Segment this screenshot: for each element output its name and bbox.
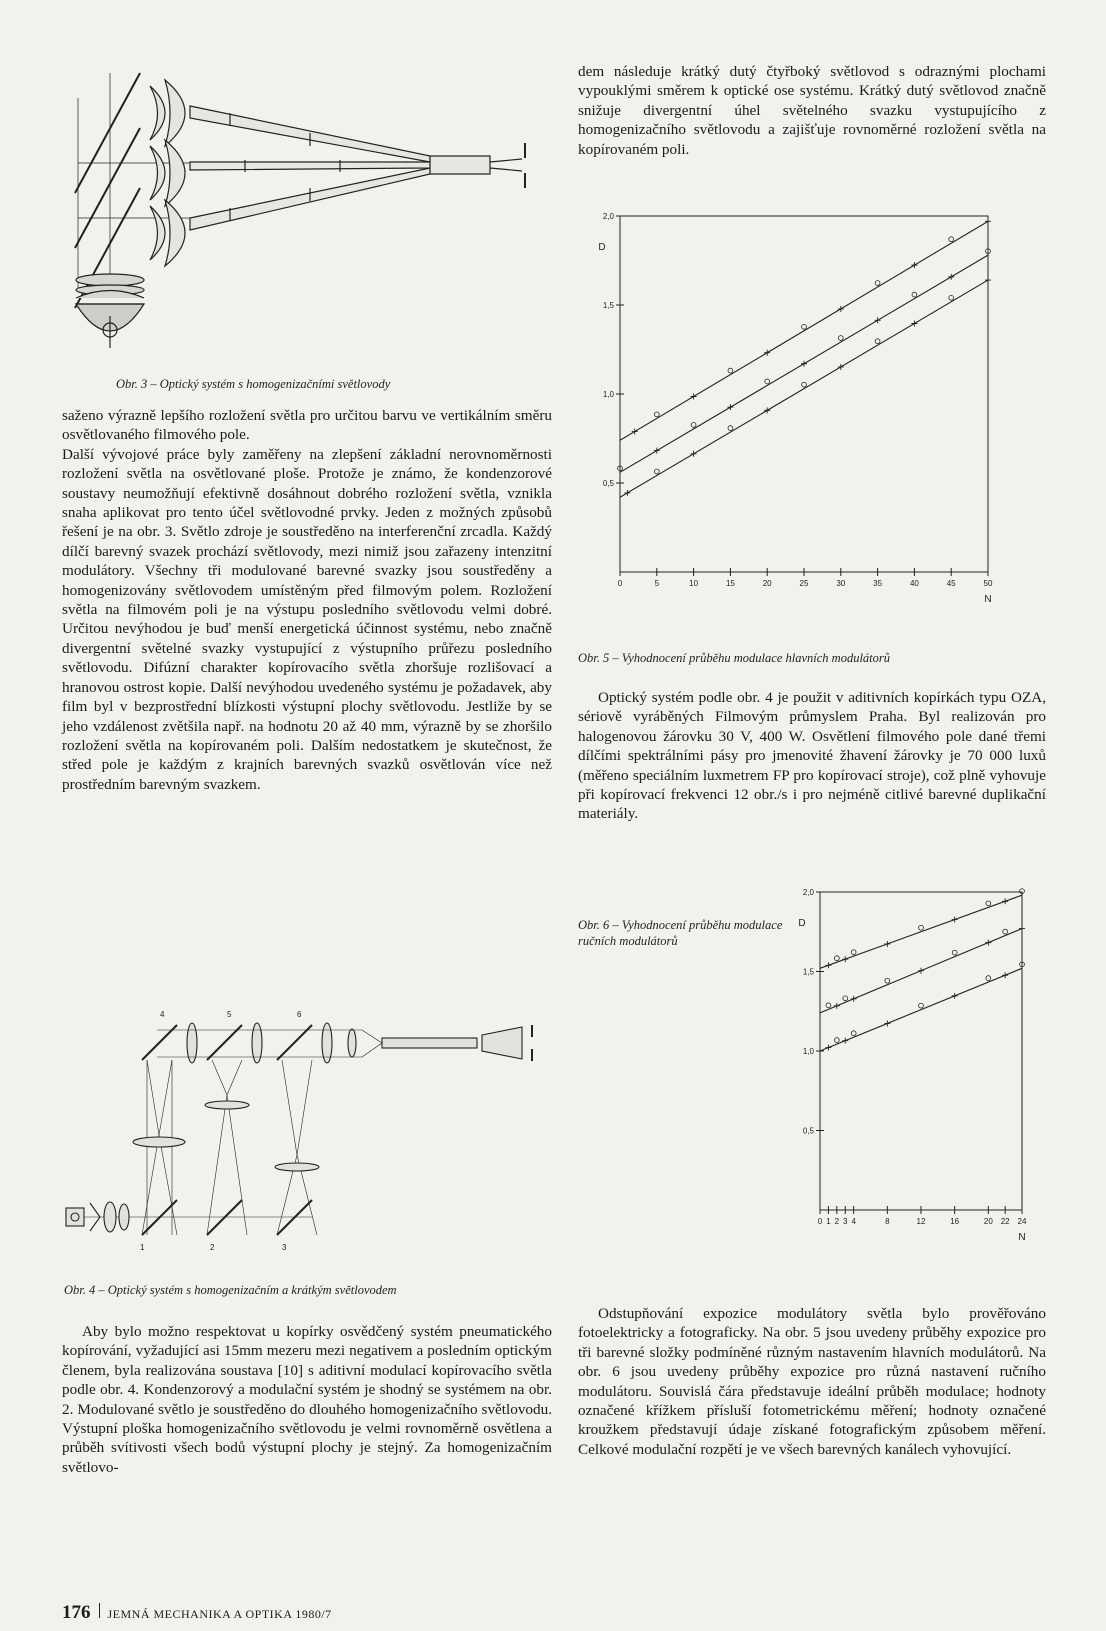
circle-marker bbox=[875, 339, 880, 344]
circle-marker bbox=[949, 237, 954, 242]
x-tick-label: 0 bbox=[617, 579, 623, 588]
right-column-text-1 bbox=[578, 62, 1046, 159]
y-axis-label: D bbox=[798, 918, 806, 929]
circle-marker bbox=[834, 1038, 839, 1043]
fig4-label-6: 6 bbox=[297, 1010, 302, 1019]
cross-marker bbox=[1002, 972, 1008, 978]
cross-marker bbox=[654, 448, 660, 454]
cross-marker bbox=[624, 490, 630, 496]
paragraph: dem následuje krátký dutý čtyřboký světlovod s odraznými plochami vypouklými směrem k optické ose systému. Krátký dutý světlovod značně snižuje divergentní úhel světelného svazku vystupujícího z homogenizačního světlovodu a zajišťuje rovnoměrné rozložení světla na kopírovaném poli. bbox=[578, 63, 1046, 158]
paragraph: Optický systém podle obr. 4 je použit v aditivních kopírkách typu OZA, sériově vyráběných Filmovým průmyslem Praha. Byl realizován pro halogenovou žárovku 30 V, 400 W. Osvětlení filmového pole dané třemi dílčími spektrálními pásy pro jmenovité žhavení žárovky je 70 000 luxů (měřeno speciálním luxmetrem FP pro kopírovací stroje), což plně vyhovuje při kopírovací frekvenci 12 obr./s i pro nejméně citlivé barevné duplikační materiály. bbox=[578, 689, 1046, 823]
series-line bbox=[820, 895, 1022, 968]
x-tick-label: 45 bbox=[946, 579, 956, 588]
circle-marker bbox=[802, 382, 807, 387]
y-tick-label: 2,0 bbox=[802, 888, 814, 897]
circle-marker bbox=[843, 996, 848, 1001]
x-tick-label: 2 bbox=[834, 1217, 840, 1226]
cross-marker bbox=[884, 1020, 890, 1026]
y-tick-label: 0,5 bbox=[602, 479, 614, 488]
cross-marker bbox=[851, 996, 857, 1002]
cross-marker bbox=[838, 364, 844, 370]
cross-marker bbox=[764, 350, 770, 356]
x-tick-label: 35 bbox=[873, 579, 883, 588]
x-tick-label: 16 bbox=[950, 1217, 960, 1226]
circle-marker bbox=[802, 324, 807, 329]
cross-marker bbox=[952, 993, 958, 999]
circle-marker bbox=[851, 950, 856, 955]
circle-marker bbox=[986, 976, 991, 981]
cross-marker bbox=[838, 306, 844, 312]
circle-marker bbox=[949, 295, 954, 300]
x-tick-label: 5 bbox=[654, 579, 660, 588]
x-tick-label: 30 bbox=[836, 579, 846, 588]
right-column-text-2 bbox=[578, 688, 1046, 824]
x-tick-label: 10 bbox=[689, 579, 699, 588]
x-tick-label: 22 bbox=[1000, 1217, 1010, 1226]
cross-marker bbox=[985, 218, 991, 224]
x-axis-label: N bbox=[984, 594, 992, 605]
circle-marker bbox=[1003, 929, 1008, 934]
cross-marker bbox=[985, 940, 991, 946]
circle-marker bbox=[952, 950, 957, 955]
circle-marker bbox=[691, 422, 696, 427]
left-column-text-1 bbox=[62, 406, 552, 794]
series-line bbox=[620, 280, 988, 497]
x-tick-label: 15 bbox=[725, 579, 735, 588]
paragraph: saženo výrazně lepšího rozložení světla pro určitou barvu ve vertikálním směru osvětlovaného filmového pole. bbox=[62, 407, 552, 444]
fig4-label-2: 2 bbox=[210, 1243, 215, 1252]
figure-6-caption: Obr. 6 – Vyhodnocení průběhu modulace ručních modulátorů bbox=[578, 918, 783, 948]
circle-marker bbox=[885, 978, 890, 983]
figure-4-caption: Obr. 4 – Optický systém s homogenizačním a krátkým světlovodem bbox=[64, 1283, 397, 1297]
x-tick-label: 50 bbox=[983, 579, 993, 588]
cross-marker bbox=[727, 404, 733, 410]
x-tick-label: 0 bbox=[817, 1217, 823, 1226]
figure-6-chart bbox=[798, 888, 1050, 1290]
y-tick-label: 2,0 bbox=[602, 212, 614, 221]
figure-4-diagram bbox=[62, 1005, 562, 1275]
x-tick-label: 24 bbox=[1017, 1217, 1027, 1226]
y-tick-label: 1,5 bbox=[602, 301, 614, 310]
x-tick-label: 8 bbox=[885, 1217, 890, 1226]
circle-marker bbox=[654, 469, 659, 474]
cross-marker bbox=[801, 361, 807, 367]
cross-marker bbox=[1019, 926, 1025, 932]
y-tick-label: 1,5 bbox=[802, 967, 814, 977]
fig4-label-5: 5 bbox=[227, 1010, 232, 1019]
paragraph: Odstupňování expozice modulátory světla bylo prověřováno fotoelektricky a fotograficky. Na obr. 5 jsou uvedeny průběhy expozice pro tři barevné složky podmíněné různým nastavením hlavních modulátorů. Na obr. 6 jsou uvedeny průběhy expozice pro různá nastavení ručního modulátoru. Souvislá čára představuje ideální průběh modulace; hodnoty označené křížkem přísluší fotometrickému měření; hodnoty označené kroužkem představují údaje získané fotografickým způsobem měření. Celkové modulační rozpětí je ve všech barevných kanálech vyhovující. bbox=[578, 1305, 1046, 1458]
circle-marker bbox=[851, 1031, 856, 1036]
figure-3-caption: Obr. 3 – Optický systém s homogenizačními světlovody bbox=[116, 377, 391, 391]
page-footer bbox=[62, 1602, 332, 1624]
circle-marker bbox=[919, 925, 924, 930]
circle-marker bbox=[765, 379, 770, 384]
circle-marker bbox=[919, 1003, 924, 1008]
cross-marker bbox=[691, 451, 697, 457]
circle-marker bbox=[838, 336, 843, 341]
x-tick-label: 1 bbox=[826, 1217, 831, 1226]
cross-marker bbox=[952, 917, 958, 923]
x-tick-label: 20 bbox=[762, 579, 772, 588]
journal-name: JEMNÁ MECHANIKA A OPTIKA 1980/7 bbox=[107, 1607, 332, 1621]
series-line bbox=[620, 221, 988, 440]
circle-marker bbox=[654, 412, 659, 417]
chart-frame bbox=[620, 216, 988, 572]
cross-marker bbox=[911, 321, 917, 327]
cross-marker bbox=[842, 1038, 848, 1044]
figure-5-caption: Obr. 5 – Vyhodnocení průběhu modulace hlavních modulátorů bbox=[578, 651, 890, 665]
y-tick-label: 1,0 bbox=[602, 390, 614, 399]
x-tick-label: 20 bbox=[983, 1217, 993, 1226]
x-tick-label: 4 bbox=[851, 1217, 856, 1226]
x-tick-label: 12 bbox=[916, 1217, 926, 1226]
cross-marker bbox=[884, 941, 890, 947]
circle-marker bbox=[728, 368, 733, 373]
chart-frame bbox=[820, 892, 1022, 1210]
x-tick-label: 40 bbox=[909, 579, 919, 588]
fig4-label-1: 1 bbox=[140, 1243, 145, 1252]
x-tick-label: 3 bbox=[843, 1217, 848, 1226]
cross-marker bbox=[632, 429, 638, 435]
cross-marker bbox=[842, 956, 848, 962]
fig4-label-3: 3 bbox=[282, 1243, 287, 1252]
x-axis-label: N bbox=[1018, 1232, 1026, 1243]
footer-divider bbox=[99, 1603, 100, 1618]
cross-marker bbox=[825, 1045, 831, 1051]
paragraph: Další vývojové práce byly zaměřeny na zlepšení základní nerovnoměrnosti rozložení světla na osvětlované ploše. Protože je známo, že kondenzorové soustavy neumožňují efektivně dosáhnout dobrého rozložení světla, vznikla snaha aplikovat pro tento účel světlovodné prvky. Jeden z možných způsobů řešení je na obr. 3. Světlo zdroje je soustředěno na interferenční zrcadla. Každý dílčí barevný svazek prochází světlovody, mezi nimiž jsou zařazeny intenzitní modulátory. Všechny tři modulované barevné svazky jsou soustředěny a homogenizovány světlovodem umístěným před filmovým polem. Rozložení světla na filmovém poli je na výstupu posledního světlovodu velmi dobré. Určitou nevýhodou je buď menší energetická účinnost systému, nebo značně divergentní světelné svazky vystupující z výstupního průřezu posledního světlovodu. Difúzní charakter kopírovacího světla zhoršuje rozlišovací a hranovou ostrost kopie. Další nevýhodou uvedeného systému je požadavek, aby film byl v bezprostřední blízkosti výstupní plochy světlovodu. Jestliže by se jeho vzdálenost zvětšila např. na hodnotu 20 až 40 mm, výrazně by se zhoršilo rozložení světla na kopírovaném poli. Dalším nedostatkem je skutečnost, že střed pole je každým z krajních barevných svazků osvětlován více než prostředním barevným svazkem. bbox=[62, 445, 552, 793]
cross-marker bbox=[948, 274, 954, 280]
cross-marker bbox=[691, 393, 697, 399]
fig4-label-4: 4 bbox=[160, 1010, 165, 1019]
cross-marker bbox=[825, 962, 831, 968]
page-number: 176 bbox=[62, 1602, 91, 1623]
circle-marker bbox=[875, 281, 880, 286]
circle-marker bbox=[826, 1003, 831, 1008]
series-line bbox=[820, 968, 1022, 1051]
cross-marker bbox=[764, 407, 770, 413]
cross-marker bbox=[1002, 898, 1008, 904]
y-tick-label: 1,0 bbox=[802, 1047, 814, 1056]
figure-3-diagram bbox=[70, 58, 550, 358]
paragraph: Aby bylo možno respektovat u kopírky osvědčený systém pneumatického kopírování, vyžadující asi 15mm mezeru mezi negativem a posledním optickým členem, byla realizována soustava [10] s aditivní modulací kopírovacího světla podle obr. 4. Kondenzorový a modulační systém je shodný se systémem na obr. 2. Modulované světlo je soustředěno do dlouhého homogenizačního světlovodu. Výstupní ploška homogenizačního světlovodu je velmi rovnoměrně osvětlena a průběh svítivosti všech bodů výstupní plochy je stejný. Za homogenizačním světlovo- bbox=[62, 1323, 552, 1476]
circle-marker bbox=[834, 956, 839, 961]
circle-marker bbox=[912, 292, 917, 297]
circle-marker bbox=[728, 426, 733, 431]
right-column-text-3 bbox=[578, 1304, 1046, 1459]
figure-5-chart bbox=[598, 212, 1050, 652]
y-axis-label: D bbox=[598, 242, 606, 253]
cross-marker bbox=[911, 262, 917, 268]
circle-marker bbox=[986, 901, 991, 906]
x-tick-label: 25 bbox=[799, 579, 809, 588]
left-column-text-2 bbox=[62, 1322, 552, 1477]
y-tick-label: 0,5 bbox=[802, 1126, 814, 1136]
cross-marker bbox=[985, 277, 991, 283]
cross-marker bbox=[918, 968, 924, 974]
cross-marker bbox=[834, 1003, 840, 1009]
cross-marker bbox=[875, 317, 881, 323]
